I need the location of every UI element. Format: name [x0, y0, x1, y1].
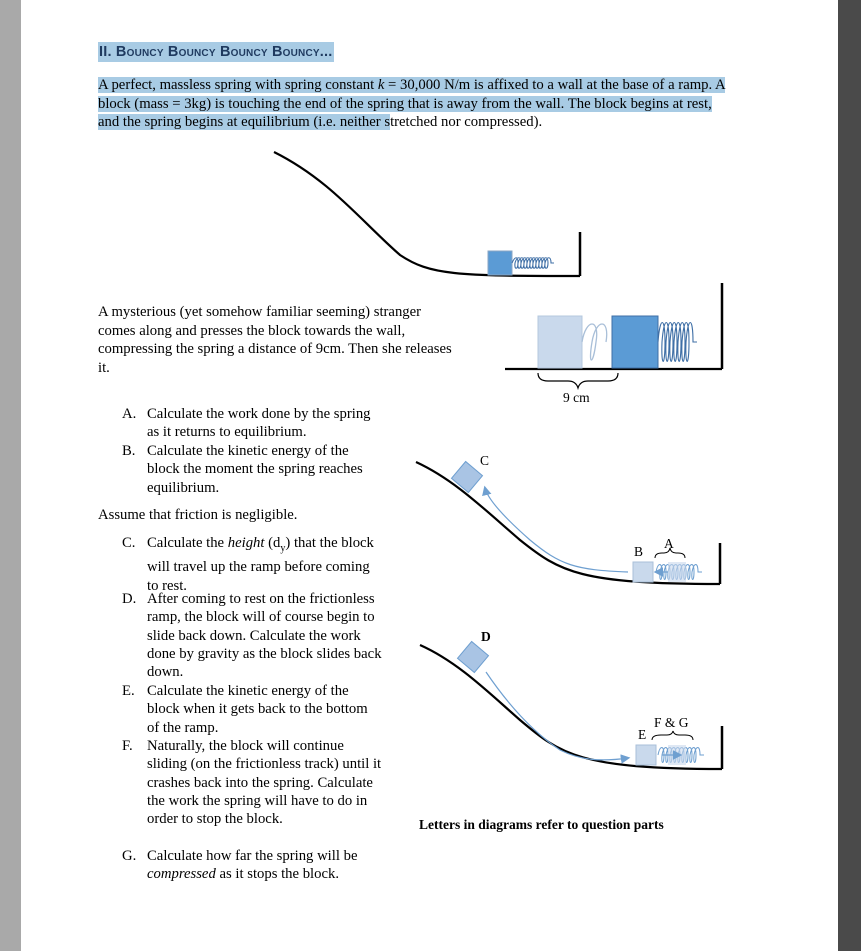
diagram-label-a: A	[664, 536, 674, 551]
spring	[512, 258, 554, 269]
section-number: II.	[99, 44, 112, 60]
motion-arrow-up	[485, 488, 628, 572]
intro-text-1: A perfect, massless spring with spring constant	[98, 77, 378, 93]
dimension-brace	[538, 373, 618, 388]
intro-text-2: = 30,000 N/m is affixed to a wall at the base of a ramp. A block (mass = 3kg) is touching the end of the spring that is away from the wall. The block begins at rest, and the spring begins at equilibrium (i.e. neither s	[98, 77, 725, 130]
block-at-equilibrium	[633, 562, 653, 582]
diagram-initial-setup	[274, 152, 580, 276]
block-at-top-d	[458, 642, 489, 673]
block-returning	[636, 745, 656, 765]
diagram-up-ramp	[416, 462, 720, 584]
assumption-text: Assume that friction is negligible.	[98, 507, 298, 523]
diagram-label-fg: F & G	[654, 715, 689, 730]
block-at-top	[452, 462, 483, 493]
block	[488, 251, 512, 275]
stranger-paragraph: A mysterious (yet somehow familiar seeming) stranger comes along and presses the block towards the wall, compressing the spring a distance of 9cm. Then she releases it.	[98, 304, 452, 376]
diagram-footnote: Letters in diagrams refer to question parts	[419, 817, 664, 832]
section-title: Bouncy Bouncy Bouncy Bouncy...	[115, 44, 333, 60]
block-original-position	[538, 316, 582, 368]
spring-compressed	[658, 323, 697, 362]
diagram-label-c: C	[480, 453, 490, 468]
diagram-label-e: E	[638, 727, 647, 742]
diagram-label-b: B	[634, 544, 644, 559]
diagram-compression	[505, 283, 722, 388]
spring-constant-symbol: k	[377, 77, 385, 93]
intro-text-3: tretched nor compressed).	[390, 114, 543, 130]
dimension-label-9cm: 9 cm	[563, 390, 590, 405]
diagram-label-d: D	[481, 629, 491, 644]
diagram-down-ramp	[420, 642, 722, 769]
block-compressed-position	[612, 316, 658, 368]
